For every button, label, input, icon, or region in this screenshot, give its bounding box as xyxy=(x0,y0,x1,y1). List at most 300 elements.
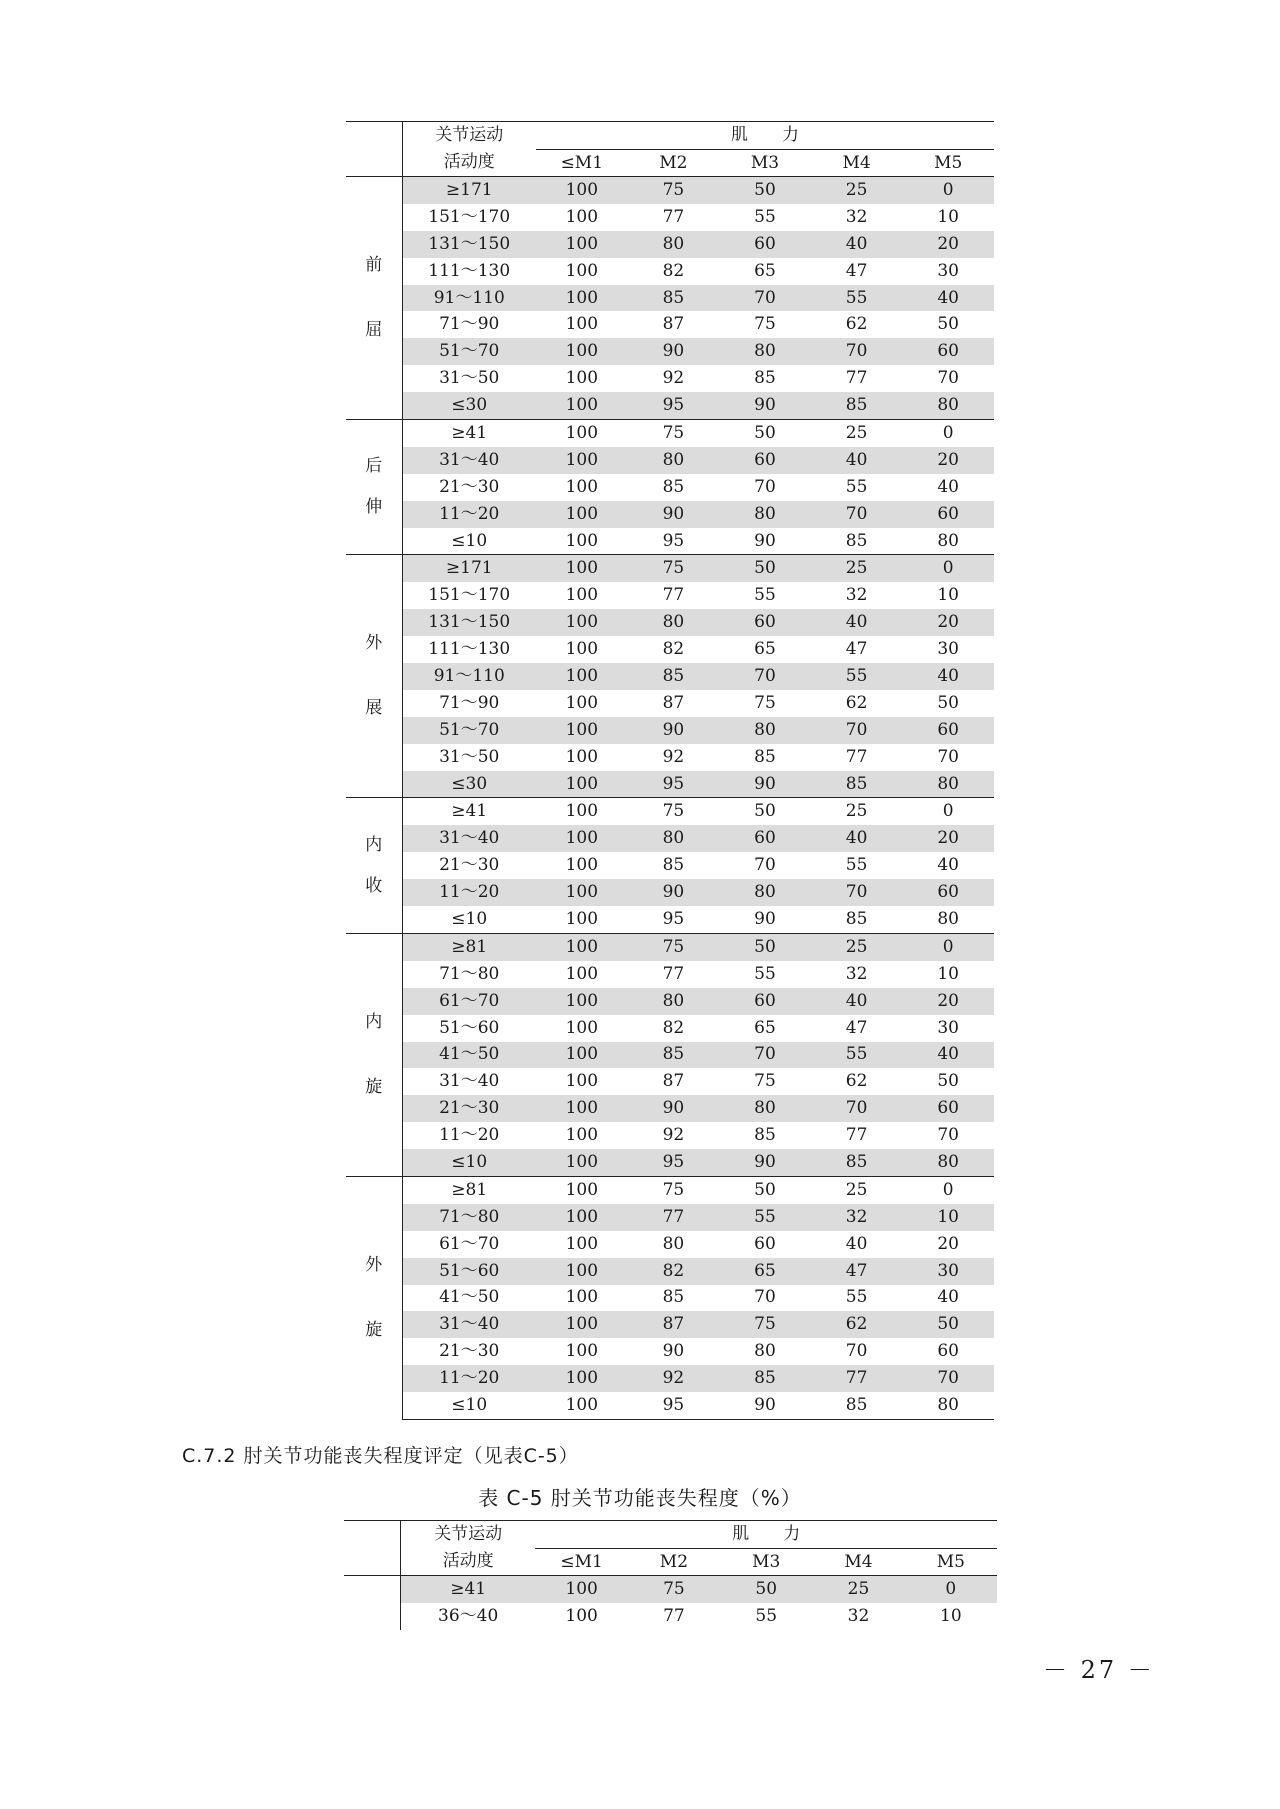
header-row-label-1: 关节运动 xyxy=(402,122,536,150)
value-cell: 70 xyxy=(845,1341,868,1362)
value-cell: 77 xyxy=(663,1606,685,1626)
value-cell: 100 xyxy=(536,933,628,960)
range-cell: 61～70 xyxy=(439,1233,500,1254)
table-row xyxy=(346,1176,994,1203)
header-col-m2: M2 xyxy=(628,150,720,177)
table-row xyxy=(344,1603,997,1630)
value-cell: 32 xyxy=(847,1606,870,1626)
value-cell: 100 xyxy=(565,368,599,389)
range-cell: ≥41 xyxy=(402,798,536,825)
value-cell: 100 xyxy=(565,585,599,606)
value-cell: 0 xyxy=(905,1576,997,1604)
value-cell: 100 xyxy=(536,1042,628,1069)
value-cell: 100 xyxy=(565,1341,599,1362)
value-cell: 20 xyxy=(902,988,994,1015)
value-cell: 80 xyxy=(628,988,720,1015)
value-cell: 65 xyxy=(754,639,776,660)
range-cell: 131～150 xyxy=(402,231,536,258)
value-cell: 80 xyxy=(902,1392,994,1419)
range-cell: 131～150 xyxy=(402,609,536,636)
value-cell: 60 xyxy=(719,988,811,1015)
value-cell: 90 xyxy=(628,1095,720,1122)
motion-group-label xyxy=(346,555,402,798)
value-cell: 55 xyxy=(719,1204,811,1231)
value-cell: 100 xyxy=(536,1149,628,1176)
header-col-m5: M5 xyxy=(902,150,994,177)
value-cell: 62 xyxy=(845,1071,868,1092)
value-cell: 20 xyxy=(902,609,994,636)
range-cell: ≤30 xyxy=(402,392,536,419)
value-cell: 75 xyxy=(754,1071,776,1092)
table-row xyxy=(346,933,994,960)
range-cell: ≥171 xyxy=(402,177,536,204)
table-row xyxy=(346,1015,994,1042)
value-cell: 50 xyxy=(937,1071,959,1092)
value-cell: 40 xyxy=(902,1042,994,1069)
value-cell: 75 xyxy=(628,933,720,960)
section-heading: C.7.2 肘关节功能丧失程度评定（见表C-5） xyxy=(182,1445,579,1467)
value-cell: 25 xyxy=(812,1576,904,1604)
value-cell: 47 xyxy=(845,1017,868,1038)
value-cell: 85 xyxy=(811,1149,903,1176)
value-cell: 47 xyxy=(811,1258,903,1285)
value-cell: 100 xyxy=(536,177,628,204)
value-cell: 70 xyxy=(811,1095,903,1122)
motion-label-char: 旋 xyxy=(365,1076,383,1097)
header-row-label-2: 活动度 xyxy=(402,150,536,177)
range-cell: ≤10 xyxy=(451,908,488,929)
value-cell: 30 xyxy=(937,260,959,281)
value-cell: 85 xyxy=(628,663,720,690)
value-cell: 60 xyxy=(902,879,994,906)
range-cell: 31～40 xyxy=(402,1311,536,1338)
value-cell: 40 xyxy=(937,476,959,497)
header-corner-cell xyxy=(344,1521,400,1576)
value-cell: 50 xyxy=(719,420,811,447)
value-cell: 100 xyxy=(565,1017,599,1038)
value-cell: 100 xyxy=(536,717,628,744)
table-row xyxy=(346,1392,994,1419)
range-cell: ≤10 xyxy=(402,1392,536,1419)
value-cell: 85 xyxy=(845,530,868,551)
value-cell: 85 xyxy=(662,476,685,497)
value-cell: 10 xyxy=(937,963,959,984)
value-cell: 75 xyxy=(628,1576,720,1604)
value-cell: 77 xyxy=(628,1204,720,1231)
table-row xyxy=(346,1095,994,1122)
range-cell: 71～90 xyxy=(439,314,500,335)
value-cell: 10 xyxy=(937,206,959,227)
value-cell: 85 xyxy=(754,746,776,767)
value-cell: 70 xyxy=(754,855,776,876)
value-cell: 50 xyxy=(719,1176,811,1203)
value-cell: 80 xyxy=(719,501,811,528)
motion-label-char: 内 xyxy=(365,834,383,855)
value-cell: 82 xyxy=(628,1258,720,1285)
value-cell: 82 xyxy=(662,639,685,660)
table-header-row xyxy=(346,150,994,177)
header-col-m1: ≤M1 xyxy=(535,1549,627,1576)
value-cell: 100 xyxy=(536,1095,628,1122)
motion-label-char: 后 xyxy=(365,456,383,477)
value-cell: 70 xyxy=(937,1125,959,1146)
value-cell: 70 xyxy=(937,746,959,767)
value-cell: 100 xyxy=(536,771,628,798)
value-cell: 85 xyxy=(662,855,685,876)
range-cell: 151～170 xyxy=(428,585,511,606)
value-cell: 50 xyxy=(720,1576,812,1604)
value-cell: 47 xyxy=(845,639,868,660)
value-cell: 32 xyxy=(845,963,868,984)
table-row xyxy=(346,582,994,609)
value-cell: 55 xyxy=(811,285,903,312)
value-cell: 95 xyxy=(662,530,685,551)
table-row xyxy=(346,636,994,663)
value-cell: 90 xyxy=(719,1392,811,1419)
value-cell: 90 xyxy=(754,908,776,929)
value-cell: 30 xyxy=(937,639,959,660)
range-cell: ≥81 xyxy=(402,1176,536,1203)
value-cell: 80 xyxy=(754,1341,776,1362)
motion-label-char: 旋 xyxy=(365,1320,383,1341)
range-cell: 11～20 xyxy=(402,501,536,528)
value-cell: 100 xyxy=(565,963,599,984)
table-row xyxy=(346,1258,994,1285)
value-cell: 40 xyxy=(811,988,903,1015)
value-cell: 100 xyxy=(536,879,628,906)
value-cell: 77 xyxy=(662,963,685,984)
table-row xyxy=(346,1149,994,1176)
value-cell: 95 xyxy=(662,908,685,929)
value-cell: 80 xyxy=(662,1233,685,1254)
value-cell: 40 xyxy=(811,609,903,636)
header-corner-cell xyxy=(346,122,402,177)
value-cell: 100 xyxy=(565,639,599,660)
value-cell: 85 xyxy=(754,1125,776,1146)
value-cell: 100 xyxy=(565,1125,599,1146)
header-col-m1: ≤M1 xyxy=(536,150,628,177)
value-cell: 0 xyxy=(902,420,994,447)
value-cell: 60 xyxy=(902,501,994,528)
value-cell: 80 xyxy=(628,609,720,636)
value-cell: 75 xyxy=(628,798,720,825)
value-cell: 55 xyxy=(845,855,868,876)
value-cell: 100 xyxy=(565,1233,599,1254)
value-cell: 77 xyxy=(845,1125,868,1146)
value-cell: 60 xyxy=(937,1341,959,1362)
value-cell: 100 xyxy=(536,825,628,852)
table-row xyxy=(346,961,994,988)
value-cell: 70 xyxy=(719,285,811,312)
value-cell: 40 xyxy=(937,855,959,876)
value-cell: 95 xyxy=(628,1149,720,1176)
table-row xyxy=(346,744,994,771)
value-cell: 0 xyxy=(902,555,994,582)
motion-label-char: 内 xyxy=(365,1011,383,1032)
value-cell: 10 xyxy=(902,1204,994,1231)
table-header-row xyxy=(346,122,994,150)
range-cell: ≥171 xyxy=(402,555,536,582)
value-cell: 70 xyxy=(719,663,811,690)
motion-label-char: 前 xyxy=(365,255,383,275)
value-cell: 80 xyxy=(628,447,720,474)
value-cell: 60 xyxy=(719,609,811,636)
table-row xyxy=(346,447,994,474)
value-cell: 50 xyxy=(719,933,811,960)
range-cell: ≥41 xyxy=(402,420,536,447)
value-cell: 65 xyxy=(754,260,776,281)
value-cell: 65 xyxy=(754,1017,776,1038)
value-cell: 40 xyxy=(902,285,994,312)
value-cell: 70 xyxy=(811,717,903,744)
table-row xyxy=(346,528,994,555)
value-cell: 85 xyxy=(811,771,903,798)
range-cell: 21～30 xyxy=(439,855,500,876)
value-cell: 95 xyxy=(628,392,720,419)
range-cell: 36～40 xyxy=(438,1606,499,1626)
range-cell: 21～30 xyxy=(439,1341,500,1362)
value-cell: 25 xyxy=(811,420,903,447)
table-row xyxy=(346,231,994,258)
value-cell: 55 xyxy=(845,1287,868,1308)
range-cell: 41～50 xyxy=(402,1042,536,1069)
value-cell: 100 xyxy=(565,1606,598,1626)
value-cell: 92 xyxy=(628,1365,720,1392)
value-cell: 25 xyxy=(811,555,903,582)
value-cell: 85 xyxy=(662,1287,685,1308)
value-cell: 80 xyxy=(902,392,994,419)
table-row xyxy=(346,663,994,690)
value-cell: 55 xyxy=(754,963,776,984)
value-cell: 80 xyxy=(719,1095,811,1122)
range-cell: 11～20 xyxy=(402,879,536,906)
value-cell: 100 xyxy=(536,338,628,365)
value-cell: 100 xyxy=(565,206,599,227)
motion-group-label xyxy=(346,798,402,933)
value-cell: 75 xyxy=(754,692,776,713)
table-row xyxy=(346,555,994,582)
header-group-label: 肌 力 xyxy=(535,1521,997,1549)
value-cell: 77 xyxy=(662,585,685,606)
value-cell: 80 xyxy=(937,908,959,929)
value-cell: 77 xyxy=(811,1365,903,1392)
value-cell: 20 xyxy=(937,1233,959,1254)
table-row xyxy=(346,1311,994,1338)
value-cell: 65 xyxy=(719,1258,811,1285)
value-cell: 87 xyxy=(628,1311,720,1338)
value-cell: 100 xyxy=(536,798,628,825)
range-cell: 31～40 xyxy=(402,447,536,474)
value-cell: 77 xyxy=(845,368,868,389)
value-cell: 90 xyxy=(628,501,720,528)
value-cell: 100 xyxy=(535,1576,627,1604)
value-cell: 100 xyxy=(565,908,599,929)
value-cell: 70 xyxy=(811,879,903,906)
value-cell: 60 xyxy=(902,1095,994,1122)
motion-label-char: 伸 xyxy=(365,497,383,518)
header-col-m2: M2 xyxy=(628,1549,720,1576)
range-cell: 41～50 xyxy=(439,1287,500,1308)
value-cell: 90 xyxy=(719,1149,811,1176)
value-cell: 90 xyxy=(628,717,720,744)
value-cell: 95 xyxy=(628,1392,720,1419)
table-row xyxy=(346,1042,994,1069)
table-row xyxy=(346,988,994,1015)
range-cell: 21～30 xyxy=(439,476,500,497)
value-cell: 100 xyxy=(565,530,599,551)
value-cell: 47 xyxy=(845,260,868,281)
value-cell: 80 xyxy=(719,717,811,744)
table-row xyxy=(346,1338,994,1365)
value-cell: 70 xyxy=(754,476,776,497)
value-cell: 90 xyxy=(628,338,720,365)
value-cell: 55 xyxy=(811,663,903,690)
table-row xyxy=(346,258,994,285)
value-cell: 30 xyxy=(902,1258,994,1285)
value-cell: 20 xyxy=(902,825,994,852)
header-col-m4: M4 xyxy=(811,150,903,177)
value-cell: 80 xyxy=(719,879,811,906)
value-cell: 100 xyxy=(536,501,628,528)
motion-group-label xyxy=(346,420,402,555)
value-cell: 100 xyxy=(536,1176,628,1203)
motion-group-label xyxy=(346,933,402,1176)
value-cell: 70 xyxy=(811,501,903,528)
value-cell: 40 xyxy=(845,1233,868,1254)
range-cell: 31～40 xyxy=(439,1071,500,1092)
range-cell: ≤10 xyxy=(402,1149,536,1176)
value-cell: 0 xyxy=(902,798,994,825)
value-cell: 60 xyxy=(719,231,811,258)
motion-label-char: 屈 xyxy=(365,320,383,340)
value-cell: 25 xyxy=(811,177,903,204)
value-cell: 85 xyxy=(628,285,720,312)
value-cell: 60 xyxy=(902,338,994,365)
value-cell: 77 xyxy=(662,206,685,227)
value-cell: 100 xyxy=(536,988,628,1015)
value-cell: 70 xyxy=(937,368,959,389)
value-cell: 75 xyxy=(754,314,776,335)
table-row xyxy=(346,365,994,392)
motion-label-char: 收 xyxy=(365,875,383,896)
value-cell: 25 xyxy=(811,798,903,825)
value-cell: 100 xyxy=(536,609,628,636)
value-cell: 40 xyxy=(811,231,903,258)
value-cell: 60 xyxy=(754,1233,776,1254)
value-cell: 20 xyxy=(902,231,994,258)
range-cell: 11～20 xyxy=(439,1125,500,1146)
table-header-row xyxy=(344,1549,997,1576)
value-cell: 50 xyxy=(719,177,811,204)
table-row xyxy=(346,1365,994,1392)
range-cell: ≥41 xyxy=(400,1576,535,1604)
table-row xyxy=(346,177,994,204)
value-cell: 80 xyxy=(902,1149,994,1176)
value-cell: 100 xyxy=(565,855,599,876)
motion-label-char: 外 xyxy=(365,1255,383,1276)
value-cell: 50 xyxy=(719,798,811,825)
value-cell: 100 xyxy=(536,1204,628,1231)
value-cell: 85 xyxy=(754,368,776,389)
value-cell: 60 xyxy=(719,825,811,852)
value-cell: 100 xyxy=(536,1365,628,1392)
value-cell: 100 xyxy=(565,692,599,713)
value-cell: 80 xyxy=(628,231,720,258)
table-caption: 表 C-5 肘关节功能丧失程度（%） xyxy=(478,1486,802,1510)
range-cell: 51～70 xyxy=(402,338,536,365)
range-cell: 151～170 xyxy=(428,206,511,227)
value-cell: 10 xyxy=(940,1606,962,1626)
value-cell: 100 xyxy=(565,746,599,767)
table-row xyxy=(346,825,994,852)
value-cell: 82 xyxy=(662,1017,685,1038)
value-cell: 32 xyxy=(845,206,868,227)
header-row-label-1: 关节运动 xyxy=(400,1521,535,1549)
value-cell: 100 xyxy=(565,1071,599,1092)
value-cell: 80 xyxy=(719,338,811,365)
range-cell: 71～80 xyxy=(402,1204,536,1231)
value-cell: 80 xyxy=(902,771,994,798)
table-row xyxy=(346,609,994,636)
value-cell: 100 xyxy=(536,420,628,447)
value-cell: 100 xyxy=(536,1258,628,1285)
range-cell: 71～90 xyxy=(439,692,500,713)
range-cell: 91～110 xyxy=(402,285,536,312)
value-cell: 70 xyxy=(902,1365,994,1392)
table-row xyxy=(346,879,994,906)
value-cell: 0 xyxy=(902,1176,994,1203)
table-header-row xyxy=(344,1521,997,1549)
value-cell: 55 xyxy=(754,206,776,227)
value-cell: 62 xyxy=(845,314,868,335)
value-cell: 40 xyxy=(937,1287,959,1308)
value-cell: 0 xyxy=(902,177,994,204)
motion-label-char: 外 xyxy=(365,633,383,654)
table-row xyxy=(346,204,994,231)
range-cell: 111～130 xyxy=(428,260,511,281)
value-cell: 55 xyxy=(754,585,776,606)
range-cell: 111～130 xyxy=(428,639,511,660)
value-cell: 90 xyxy=(754,530,776,551)
value-cell: 75 xyxy=(719,1311,811,1338)
range-cell: ≥81 xyxy=(402,933,536,960)
range-cell: 21～30 xyxy=(402,1095,536,1122)
value-cell: 50 xyxy=(937,692,959,713)
value-cell: 30 xyxy=(937,1017,959,1038)
range-cell: 51～70 xyxy=(402,717,536,744)
table-row xyxy=(346,852,994,879)
value-cell: 85 xyxy=(811,1392,903,1419)
table-c4-shoulder xyxy=(346,121,994,1420)
table-row xyxy=(346,1122,994,1149)
header-col-m5: M5 xyxy=(905,1549,997,1576)
table-row xyxy=(346,338,994,365)
value-cell: 100 xyxy=(536,447,628,474)
value-cell: 100 xyxy=(565,314,599,335)
header-col-m4: M4 xyxy=(812,1549,904,1576)
value-cell: 55 xyxy=(811,1042,903,1069)
value-cell: 40 xyxy=(811,447,903,474)
range-cell: ≤30 xyxy=(402,771,536,798)
table-row xyxy=(346,1204,994,1231)
value-cell: 95 xyxy=(628,771,720,798)
value-cell: 62 xyxy=(845,692,868,713)
table-row xyxy=(346,1068,994,1095)
table-row xyxy=(346,501,994,528)
range-cell: 31～40 xyxy=(402,825,536,852)
table-row xyxy=(346,798,994,825)
value-cell: 62 xyxy=(811,1311,903,1338)
